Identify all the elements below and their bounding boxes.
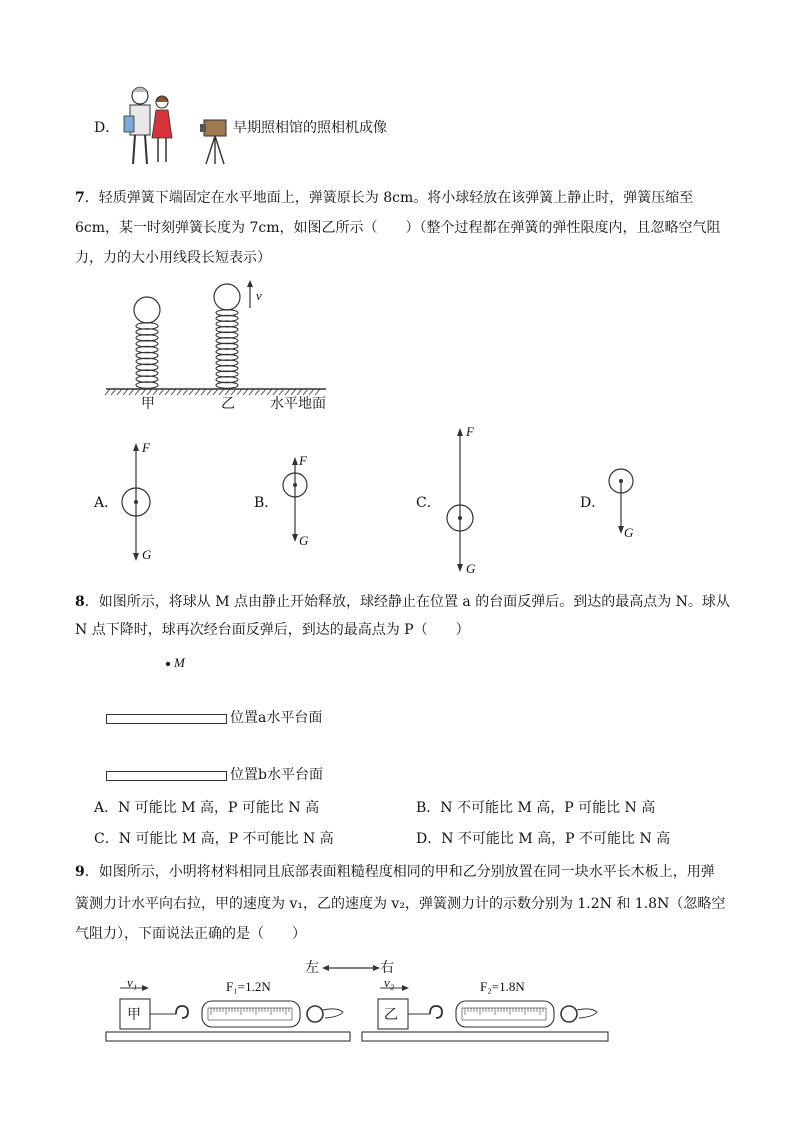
q7-option-c-g: G [466, 561, 476, 576]
q8-option-b: B．N 不可能比 M 高，P 可能比 N 高 [416, 800, 656, 816]
q9-f2-label: F₂=1.8N [480, 979, 525, 994]
q9-line-1 [75, 862, 715, 882]
q9-block-jia: 甲 [127, 1007, 141, 1023]
q9-block-yi: 乙 [384, 1007, 398, 1023]
q7-option-a-label: A． [94, 495, 119, 511]
q8-line-2: N 点下降时，球再次经台面反弹后，到达的最高点为 P（ ） [75, 622, 470, 638]
q7-label-yi: 乙 [221, 396, 235, 412]
q8-platform-a-label: 位置a水平台面 [230, 710, 323, 726]
q7-option-b-f: F [299, 453, 307, 468]
q6-option-d [0, 0, 794, 180]
q9-v1-label: v₁ [127, 975, 138, 990]
q8-stem-1: ．如图所示，将球从 M 点由静止开始释放，球经静止在位置 a 的台面反弹后。到达的最高点为 N。球从 [84, 594, 730, 610]
q7-option-a-force-diagram [118, 440, 158, 580]
q7-option-c-label: C． [416, 495, 441, 511]
q7-line-2: 6cm，某一时刻弹簧长度为 7cm，如图乙所示（ ）（整个过程都在弹簧的弹性限度内，且忽略空气阻 [75, 220, 721, 236]
q7-option-a-f: F [142, 440, 150, 455]
q8-number: 8 [75, 594, 85, 610]
q8-figure [100, 652, 400, 787]
q8-point-m-label: M [174, 655, 185, 670]
q8-platform-b-label: 位置b水平台面 [230, 767, 323, 783]
q6-option-d-label: D． [94, 120, 120, 136]
q7-options [0, 420, 794, 590]
q7-option-d-g: G [624, 525, 634, 540]
q7-option-d-label: D． [580, 495, 606, 511]
q9-right-label: 右 [380, 960, 394, 976]
q9-figure [100, 955, 620, 1050]
q7-option-b-force-diagram [276, 450, 316, 560]
q7-line-3: 力，力的大小用线段长短表示） [75, 250, 271, 266]
q6-option-d-text: 早期照相馆的照相机成像 [233, 120, 387, 136]
q9-left-label: 左 [305, 960, 319, 976]
q7-stem-1: ．轻质弹簧下端固定在水平地面上，弹簧原长为 8cm。将小球轻放在该弹簧上静止时，弹簧压缩至 [84, 190, 694, 206]
q8-platform-b [106, 771, 227, 781]
q7-v-label: v [256, 288, 262, 303]
q8-option-a: A．N 可能比 M 高，P 可能比 N 高 [94, 800, 320, 816]
people-camera-illustration [118, 82, 238, 172]
q8-platform-a [106, 714, 227, 724]
q8-option-d: D．N 不可能比 M 高，P 不可能比 N 高 [416, 831, 671, 847]
q9-line-3: 气阻力），下面说法正确的是（ ） [75, 926, 306, 942]
q7-number: 7 [75, 190, 85, 206]
q7-line-1 [75, 188, 693, 208]
q8-line-1 [75, 592, 730, 612]
q7-option-c-f: F [466, 424, 474, 439]
q7-spring-figure [100, 278, 340, 418]
q9-number: 9 [75, 864, 85, 880]
q8-point-m-dot [164, 660, 172, 668]
q8-option-c: C．N 可能比 M 高，P 不可能比 N 高 [94, 831, 334, 847]
q9-v2-label: v₂ [384, 975, 395, 990]
q7-option-a-g: G [142, 547, 152, 562]
q7-label-jia: 甲 [141, 396, 155, 412]
q7-option-b-g: G [299, 533, 309, 548]
left-right-arrow-icon [322, 963, 380, 973]
q9-stem-1: ．如图所示，小明将材料相同且底部表面粗糙程度相同的甲和乙分别放置在同一块水平长木板上，用弹 [84, 864, 715, 880]
q7-option-b-label: B． [254, 495, 279, 511]
q9-f1-label: F₁=1.2N [226, 979, 271, 994]
q7-label-ground: 水平地面 [270, 396, 326, 412]
q9-line-2: 簧测力计水平向右拉，甲的速度为 v₁，乙的速度为 v₂，弹簧测力计的示数分别为 1.2N 和 1.8N（忽略空 [75, 896, 726, 912]
q7-option-c-force-diagram [441, 420, 481, 580]
